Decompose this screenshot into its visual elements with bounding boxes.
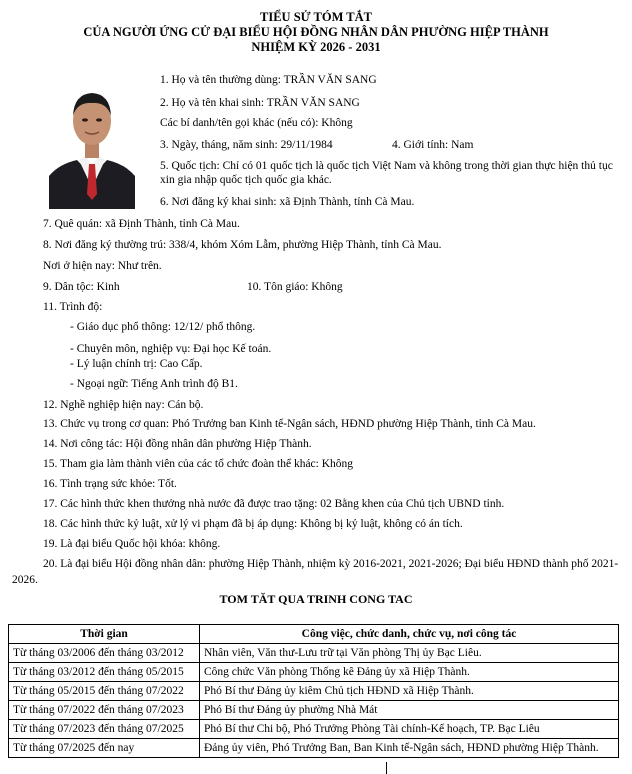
table-row [9,720,619,739]
bio-edu-language: - Ngoại ngữ: Tiếng Anh trình độ B1. [70,378,238,390]
period-cell: Từ tháng 03/2006 đến tháng 03/2012 [9,644,200,663]
bio-education-heading: 11. Trình độ: [43,301,103,313]
bio-edu-professional: - Chuyên môn, nghiệp vụ: Đại học Kế toán. [70,343,272,355]
bio-position: 13. Chức vụ trong cơ quan: Phó Trưởng ban Kinh tế-Ngân sách, HĐND phường Hiệp Thành, tỉnh Cà Mau. [43,418,536,430]
doc-title: TIỂU SỬ TÓM TẮT [260,10,372,24]
table-row [9,682,619,701]
period-cell: Từ tháng 05/2015 đến tháng 07/2022 [9,682,200,701]
bio-birth-name: 2. Họ và tên khai sinh: TRẦN VĂN SANG [160,97,360,109]
role-cell: Phó Bí thư Đảng ủy phường Nhà Mát [200,701,619,720]
role-cell: Phó Bí thư Chi bộ, Phó Trưởng Phòng Tài chính-Kế hoạch, TP. Bạc Liêu [200,720,619,739]
bio-birth-registration: 6. Nơi đăng ký khai sinh: xã Định Thành, tỉnh Cà Mau. [160,196,415,208]
column-header-period: Thời gian [9,625,200,644]
period-cell: Từ tháng 07/2022 đến tháng 07/2023 [9,701,200,720]
table-row [9,739,619,758]
bio-alias: Các bí danh/tên gọi khác (nếu có): Không [160,117,353,129]
period-cell: Từ tháng 07/2025 đến nay [9,739,200,758]
portrait-photo [49,76,135,209]
table-row [9,701,619,720]
bio-gender: 4. Giới tính: Nam [392,139,474,151]
bio-council-delegate-cont: 2026. [12,574,38,586]
bio-ethnicity: 9. Dân tộc: Kinh [43,281,120,293]
doc-subtitle: CỦA NGƯỜI ỨNG CỬ ĐẠI BIỂU HỘI ĐỒNG NHÂN DÂN PHƯỜNG HIỆP THÀNH [83,25,549,39]
column-header-role: Công việc, chức danh, chức vụ, nơi công tác [200,625,619,644]
table-row [9,663,619,682]
bio-workplace: 14. Nơi công tác: Hội đồng nhân dân phường Hiệp Thành. [43,438,312,450]
period-cell: Từ tháng 03/2012 đến tháng 05/2015 [9,663,200,682]
bio-edu-political: - Lý luận chính trị: Cao Cấp. [70,358,203,370]
doc-term: NHIỆM KỲ 2026 - 2031 [251,40,381,54]
bio-national-assembly: 19. Là đại biểu Quốc hội khóa: không. [43,538,221,550]
bio-health: 16. Tình trạng sức khỏe: Tốt. [43,478,177,490]
role-cell: Công chức Văn phòng Thống kê Đảng ủy xã Hiệp Thành. [200,663,619,682]
bio-birth-date: 3. Ngày, tháng, năm sinh: 29/11/1984 [160,139,333,151]
bio-occupation: 12. Nghề nghiệp hiện nay: Cán bộ. [43,399,204,411]
table-row [9,644,619,663]
work-history-table [8,624,619,758]
role-cell: Nhân viên, Văn thư-Lưu trữ tại Văn phòng Thị ủy Bạc Liêu. [200,644,619,663]
bio-organizations: 15. Tham gia làm thành viên của các tổ chức đoàn thể khác: Không [43,458,354,470]
bio-current-residence: Nơi ở hiện nay: Như trên. [43,260,162,272]
table-header-row [9,625,619,644]
period-cell: Từ tháng 07/2023 đến tháng 07/2025 [9,720,200,739]
bio-permanent-residence: 8. Nơi đăng ký thường trú: 338/4, khóm Xóm Lẫm, phường Hiệp Thành, tỉnh Cà Mau. [43,239,442,251]
bio-awards: 17. Các hình thức khen thưởng nhà nước đã được trao tặng: 02 Bằng khen của Chủ tịch UBND tỉnh. [43,498,505,510]
role-cell: Phó Bí thư Đảng ủy kiêm Chủ tịch HĐND xã Hiệp Thành. [200,682,619,701]
bio-nationality: 5. Quốc tịch: Chỉ có 01 quốc tịch là quốc tịch Việt Nam và không trong thời gian thực hiện thủ tục xin gia nhập quốc tịch quốc gia khác. [160,160,613,186]
text-cursor [386,762,387,774]
bio-hometown: 7. Quê quán: xã Định Thành, tỉnh Cà Mau. [43,218,240,230]
work-history-title: TOM TĂT QUA TRINH CONG TAC [219,592,413,606]
bio-discipline: 18. Các hình thức kỷ luật, xử lý vi phạm đã bị áp dụng: Không bị kỷ luật, không có án tích. [43,518,463,530]
bio-religion: 10. Tôn giáo: Không [247,281,343,293]
bio-common-name: 1. Họ và tên thường dùng: TRẦN VĂN SANG [160,74,377,86]
bio-council-delegate: 20. Là đại biểu Hội đồng nhân dân: phường Hiệp Thành, nhiệm kỳ 2016-2021, 2021-2026; Đại biểu HĐND thành phố 2021- [43,558,619,570]
role-cell: Đảng ủy viên, Phó Trưởng Ban, Ban Kinh tế-Ngân sách, HĐND phường Hiệp Thành. [200,739,619,758]
bio-edu-general: - Giáo dục phổ thông: 12/12/ phổ thông. [70,321,256,333]
